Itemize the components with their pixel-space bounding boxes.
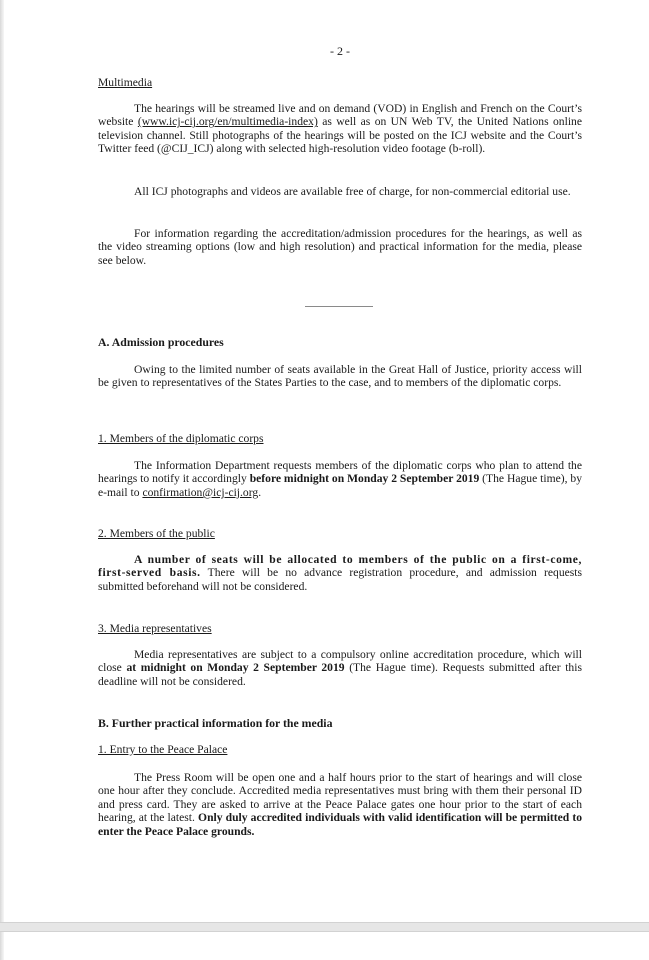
peace-palace-entry-heading: 1. Entry to the Peace Palace xyxy=(98,743,228,756)
section-a-intro: Owing to the limited number of seats available in the Great Hall of Justice, priority access will be given to representatives of the States Parties to the case, and to members of the diplomatic corps. xyxy=(98,363,582,390)
diplomatic-deadline: before midnight on Monday 2 September 2019 xyxy=(249,472,480,486)
public-paragraph: A number of seats will be allocated to members of the public on a first-come, first-served basis. There will be no advance registration procedure, and admission requests submitted beforehand will not be considered. xyxy=(98,553,583,593)
next-page-top xyxy=(4,932,649,960)
diplomatic-corps-heading: 1. Members of the diplomatic corps xyxy=(98,432,264,445)
diplomatic-corps-paragraph: The Information Department requests members of the diplomatic corps who plan to attend the hearings to notify it accordingly before midnight on Monday 2 September 2019 (The Hague time), by e-mail to confirmation@icj-cij.org. xyxy=(98,459,582,499)
public-heading: 2. Members of the public xyxy=(98,527,215,540)
document-page xyxy=(4,0,649,922)
media-deadline: at midnight on Monday 2 September 2019 xyxy=(126,661,345,675)
page-number: - 2 - xyxy=(330,44,350,58)
media-representatives-heading: 3. Media representatives xyxy=(98,622,212,635)
identification-notice: Only duly accredited individuals with valid identification will be permitted to enter the Peace Palace grounds. xyxy=(98,811,583,838)
multimedia-heading: Multimedia xyxy=(98,76,153,89)
multimedia-paragraph-3: For information regarding the accreditation/admission procedures for the hearings, as well as the video streaming options (low and high resolution) and practical information for the media, please see below. xyxy=(98,227,582,267)
public-seats-notice: A number of seats will be allocated to members of the public on a first-come, first-served basis. xyxy=(98,553,582,580)
confirmation-email-link[interactable]: confirmation@icj-cij.org xyxy=(142,485,259,499)
page-break xyxy=(0,922,649,932)
multimedia-paragraph-2: All ICJ photographs and videos are available free of charge, for non-commercial editorial use. xyxy=(134,185,571,198)
multimedia-index-link[interactable]: (www.icj-cij.org/en/multimedia-index) xyxy=(137,115,318,129)
section-b-heading: B. Further practical information for the media xyxy=(98,716,333,730)
section-separator xyxy=(305,306,373,307)
peace-palace-entry-paragraph: The Press Room will be open one and a half hours prior to the start of hearings and will close one hour after they conclude. Accredited media representatives must bring with them their personal ID and press card. They are asked to arrive at the Peace Palace gates one hour prior to the start of each hearing, at the latest. Only duly accredited individuals with valid identification will be permitted to enter the Peace Palace grounds. xyxy=(98,771,583,838)
media-representatives-paragraph: Media representatives are subject to a compulsory online accreditation procedure, which will close at midnight on Monday 2 September 2019 (The Hague time). Requests submitted after this deadline will not be considered. xyxy=(98,648,582,688)
multimedia-paragraph-1: The hearings will be streamed live and on demand (VOD) in English and French on the Court’s website (www.icj-cij.org/en/multimedia-index) as well as on UN Web TV, the United Nations online television channel. Still photographs of the hearings will be posted on the ICJ website and the Court’s Twitter feed (@CIJ_ICJ) along with selected high-resolution video footage (b-roll). xyxy=(98,102,582,156)
section-a-heading: A. Admission procedures xyxy=(98,335,224,349)
